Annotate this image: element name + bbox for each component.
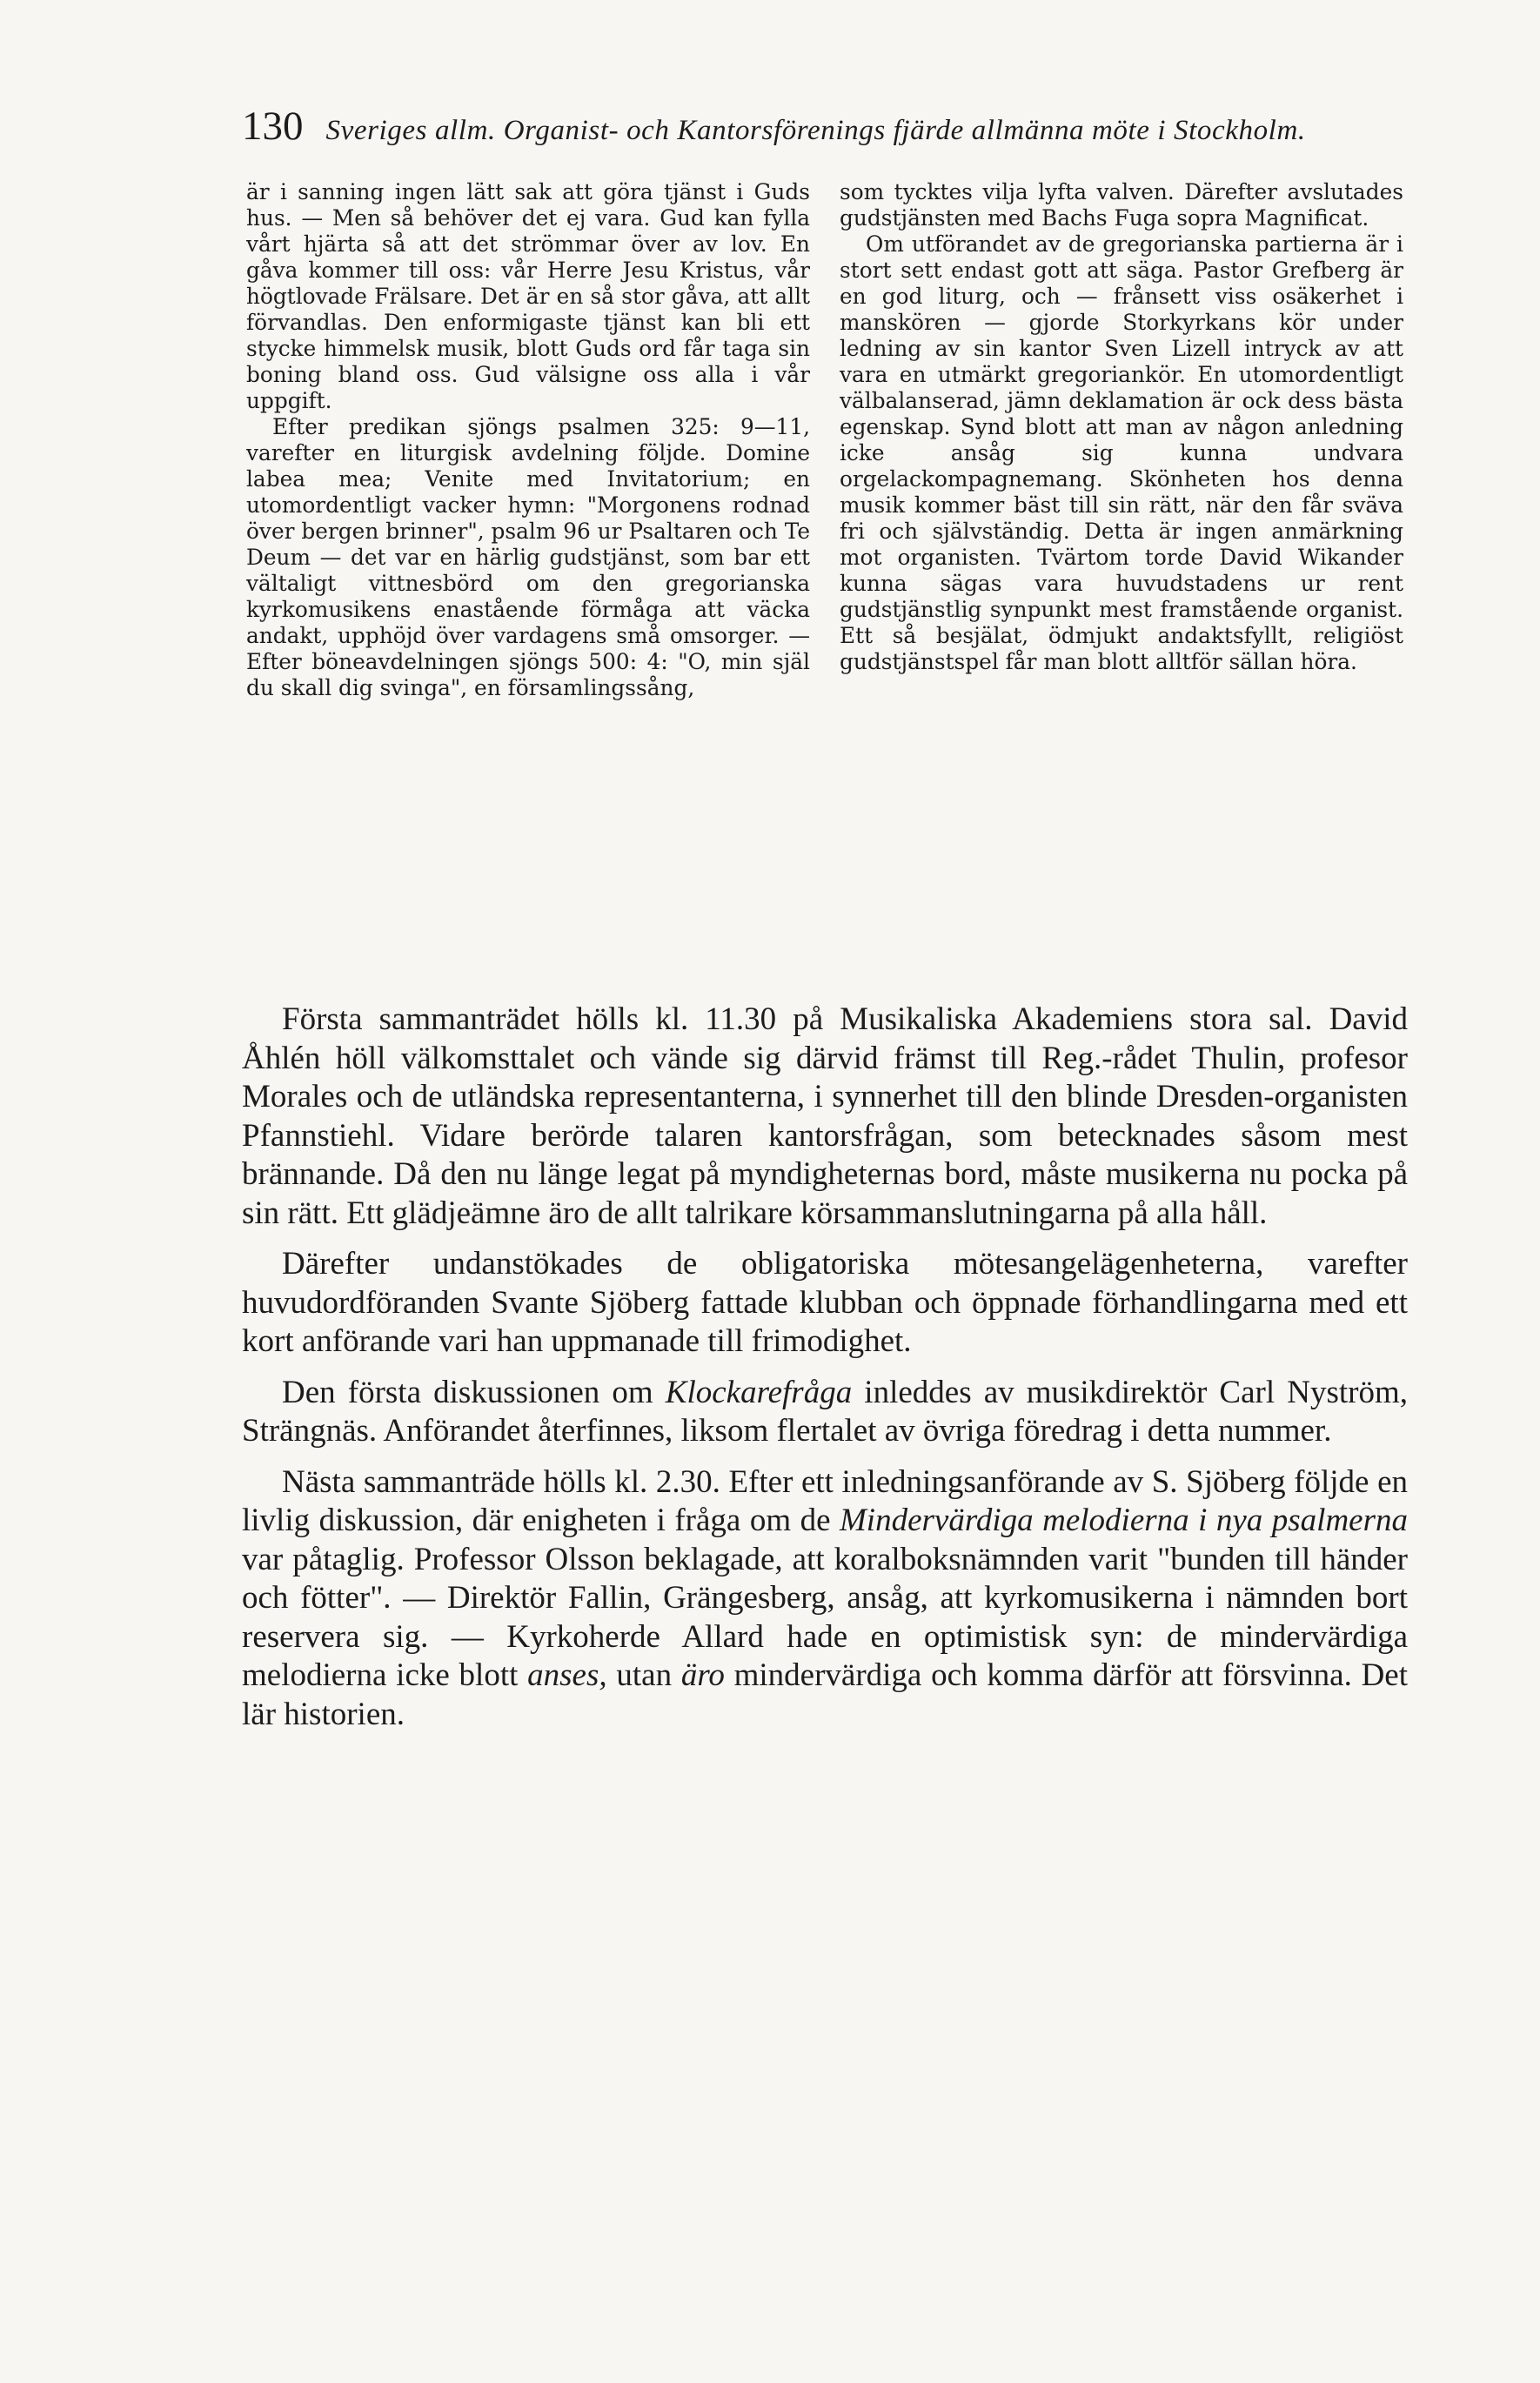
left-paragraph-2: Efter predikan sjöngs psalmen 325: 9—11, varefter en liturgisk avdelning följde. Domine labea mea; Venite med Invitatorium; en utomordentligt vacker hymn: "Morgonens rodnad över bergen brinner", psalm 96 ur Psaltaren och Te Deum — det var en härlig gudstjänst, som bar ett vältaligt vittnesbörd om den gregorianska kyrkomusikens enastående förmåga att väcka andakt, upphöjd över vardagens små omsorger. — Efter böneavdelningen sjöngs 500: 4: "O, min själ du skall dig svinga", en församlingssång,	[246, 414, 810, 700]
body-paragraph-4-text-d: mindervärdiga och komma därför att försvinna. Det lär historien.	[242, 1657, 1409, 1732]
main-body-text	[242, 1001, 1408, 1746]
body-paragraph-4-italic-3: äro	[680, 1657, 725, 1693]
running-title: Sveriges allm. Organist- och Kantorsförenings fjärde allmänna möte i Stockholm.	[325, 115, 1306, 146]
body-paragraph-4	[242, 1463, 1408, 1735]
body-paragraph-3-text-b: inleddes av musikdirektör Carl Nyström, Strängnäs. Anförandet återfinnes, liksom flertalet av övriga föredrag i detta nummer.	[242, 1374, 1408, 1449]
body-paragraph-3-italic: Klockarefråga	[665, 1374, 853, 1410]
page-number: 130	[242, 104, 304, 149]
two-column-section	[246, 179, 1403, 997]
right-paragraph-1: som tycktes vilja lyfta valven. Därefter avslutades gudstjänsten med Bachs Fuga sopra Magnificat.	[840, 179, 1403, 231]
body-paragraph-2: Därefter undanstökades de obligatoriska mötesangelägenheterna, varefter huvudordföranden Svante Sjöberg fattade klubban och öppnade förhandlingarna med ett kort anförande vari han uppmanade till frimodighet.	[242, 1246, 1408, 1359]
body-paragraph-4-italic-1: Mindervärdiga melodierna i nya psalmerna	[839, 1503, 1408, 1538]
left-paragraph-1: är i sanning ingen lätt sak att göra tjänst i Guds hus. — Men så behöver det ej vara. Gud kan fylla vårt hjärta så att det strömmar över av lov. En gåva kommer till oss: vår Herre Jesu Kristus, vår högtlovade Frälsare. Det är en så stor gåva, att allt förvandlas. Den enformigaste tjänst kan bli ett stycke himmelsk musik, blott Guds ord får taga sin boning bland oss. Gud välsigne oss alla i vår uppgift.	[246, 179, 810, 413]
body-paragraph-3	[242, 1374, 1408, 1451]
body-paragraph-4-text-a: Nästa sammanträde hölls kl. 2.30. Efter ett inledningsanförande av S. Sjöberg följde en livlig diskussion, där enigheten i fråga om de	[242, 1463, 1408, 1538]
body-paragraph-4-text-b: var påtaglig. Professor Olsson beklagade, att koralboksnämnden varit "bunden till händer och fötter". — Direktör Fallin, Grängesberg, ansåg, att kyrkomusikerna i nämnden bort reservera sig. — Kyrkoherde Allard hade en optimistisk syn: de mindervärdiga melodierna icke blott	[242, 1541, 1408, 1693]
body-paragraph-3-text-a: Den första diskussionen om	[282, 1374, 666, 1410]
right-column	[840, 179, 1403, 997]
page-header	[242, 103, 1408, 172]
body-paragraph-4-italic-2: anses,	[527, 1657, 607, 1693]
right-paragraph-2: Om utförandet av de gregorianska partierna är i stort sett endast gott att säga. Pastor Grefberg är en god liturg, och — frånsett viss osäkerhet i manskören — gjorde Storkyrkans kör under ledning av sin kantor Sven Lizell intryck av att vara en utmärkt gregoriankör. En utomordentligt välbalanserad, jämn deklamation är ock dess bästa egenskap. Synd blott att man av någon anledning icke ansåg sig kunna undvara orgelackompagnemang. Skönheten hos denna musik kommer bäst till sin rätt, när den får sväva fri och självständig. Detta är ingen anmärkning mot organisten. Tvärtom torde David Wikander kunna sägas vara huvudstadens ur rent gudstjänstlig synpunkt mest framstående organist. Ett så besjälat, ödmjukt andaktsfyllt, religiöst gudstjänstspel får man blott alltför sällan höra.	[840, 231, 1403, 674]
body-paragraph-4-text-c: utan	[606, 1657, 681, 1693]
left-column	[246, 179, 810, 997]
body-paragraph-1: Första sammanträdet hölls kl. 11.30 på Musikaliska Akademiens stora sal. David Åhlén höll välkomsttalet och vände sig därvid främst till Reg.-rådet Thulin, profesor Morales och de utländska representanterna, i synnerhet till den blinde Dresden-organisten Pfannstiehl. Vidare berörde talaren kantorsfrågan, som betecknades såsom mest brännande. Då den nu länge legat på myndigheternas bord, måste musikerna nu pocka på sin rätt. Ett glädjeämne äro de allt talrikare körsammanslutningarna på alla håll.	[242, 1001, 1408, 1231]
